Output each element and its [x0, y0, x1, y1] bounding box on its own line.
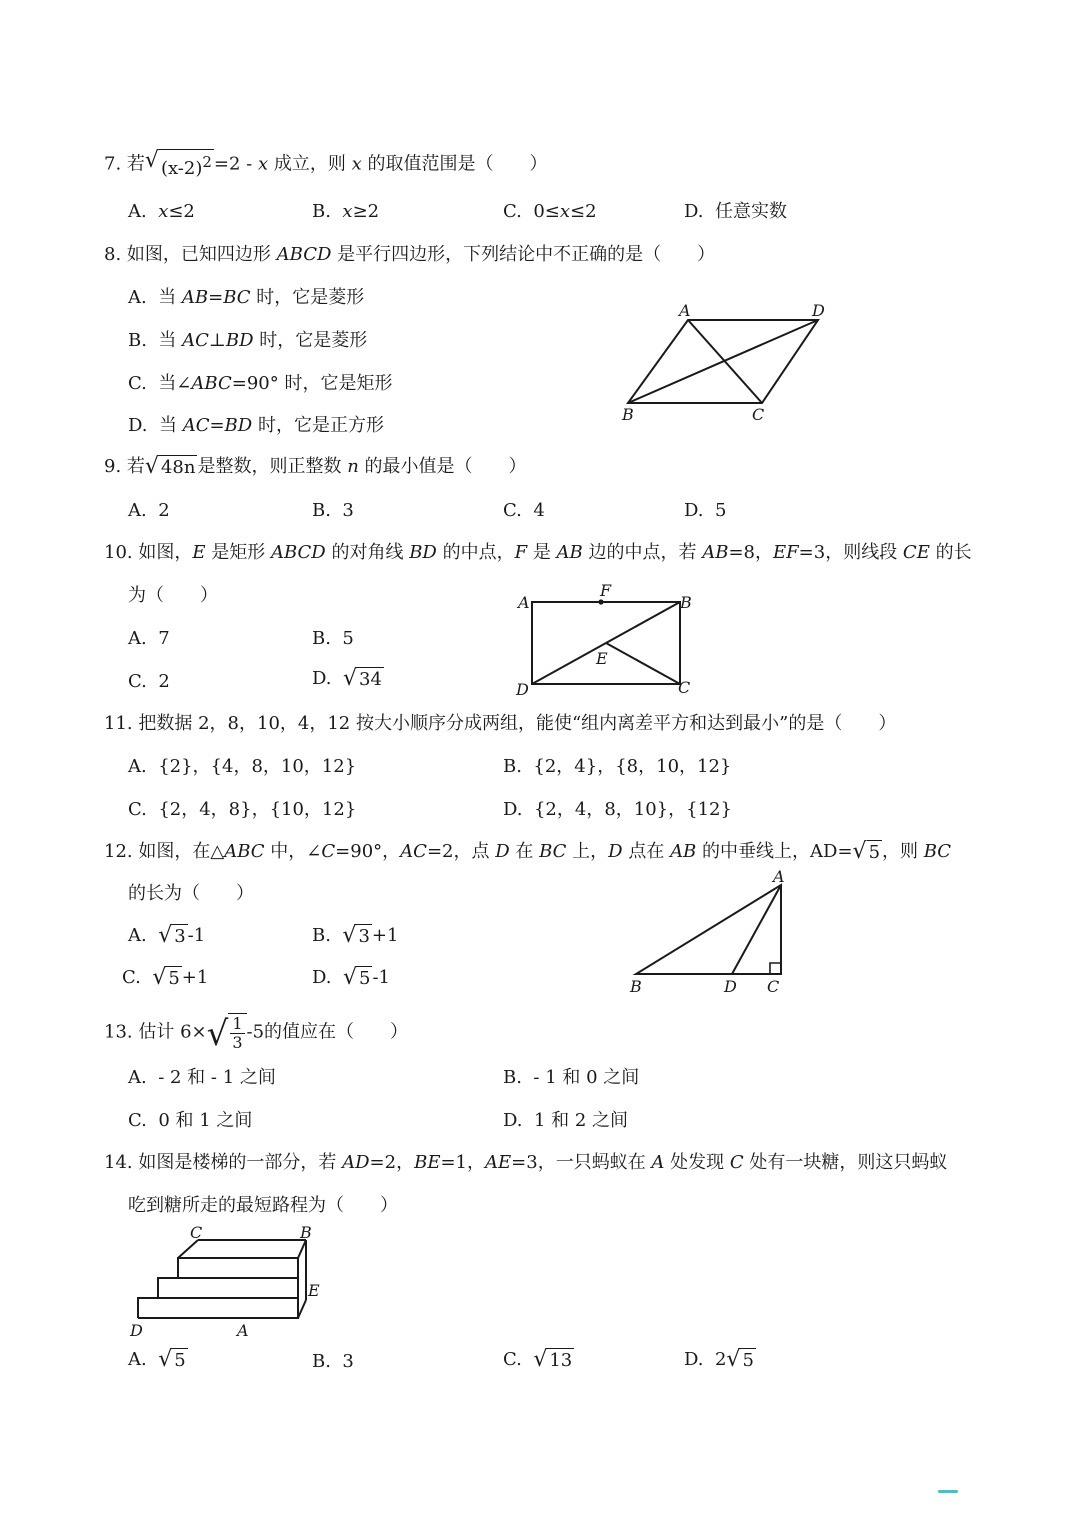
- q8-label-c: C: [752, 405, 765, 424]
- q13-fraction: $\frac{1}{3}$: [232, 1014, 243, 1052]
- q10-rectangle-figure: [510, 580, 710, 700]
- q12-label-a: A: [773, 867, 785, 886]
- q13-option-b[interactable]: B. - 1 和 0 之间: [503, 1067, 640, 1088]
- q10-stem-line2: 为（ ）: [128, 585, 218, 606]
- q14-stairs-figure: [120, 1222, 330, 1347]
- q14-stairs-top-right-edge: [298, 1240, 306, 1258]
- q11-option-d[interactable]: D. {2，4，8，10}，{12}: [503, 799, 732, 820]
- q12-option-d[interactable]: D. √ 5 -1: [312, 965, 390, 990]
- q14-stem-line2: 吃到糖所走的最短路程为（ ）: [128, 1195, 398, 1216]
- q10-stem: 10. 如图，E 是矩形 ABCD 的对角线 BD 的中点，F 是 AB 边的中点，若 AB=8，EF=3，则线段 CE 的长: [104, 542, 972, 563]
- q14-option-a[interactable]: A. √ 5: [128, 1347, 186, 1372]
- q10-label-f: F: [600, 581, 612, 600]
- q10-label-d: D: [516, 680, 529, 699]
- q8-option-b[interactable]: B. 当 AC⊥BD 时，它是菱形: [128, 330, 368, 351]
- q12-option-b[interactable]: B. √ 3 +1: [312, 923, 399, 948]
- q10-option-a[interactable]: A. 7: [128, 628, 170, 649]
- q14-option-c[interactable]: C. √ 13: [503, 1347, 573, 1372]
- q14-stem: 14. 如图是楼梯的一部分，若 AD=2，BE=1，AE=3，一只蚂蚁在 A 处发现 C 处有一块糖，则这只蚂蚁: [104, 1152, 948, 1173]
- q12-stem: 12. 如图，在△ABC 中，∠C=90°，AC=2，点 D 在 BC 上，D 点在 AB 的中垂线上，AD= √ 5 ，则 BC: [104, 839, 952, 864]
- q11-option-b[interactable]: B. {2，4}，{8，10，12}: [503, 756, 732, 777]
- q14-option-d[interactable]: D. 2 √ 5: [684, 1347, 754, 1372]
- q8-option-a[interactable]: A. 当 AB=BC 时，它是菱形: [128, 287, 365, 308]
- q14-label-d: D: [130, 1321, 143, 1340]
- q10-option-d[interactable]: D. √ 34: [312, 666, 382, 691]
- q12-number: 12.: [104, 841, 133, 862]
- q12-stem-line2: 的长为（ ）: [128, 883, 254, 904]
- q10-segment-ec: [606, 643, 680, 684]
- q10-option-c[interactable]: C. 2: [128, 671, 170, 692]
- q10-label-b: B: [680, 593, 692, 612]
- q9-option-c[interactable]: C. 4: [503, 500, 545, 521]
- q13-number: 13.: [104, 1021, 133, 1043]
- q10-midpoint-f: [598, 599, 603, 604]
- q12-label-b: B: [630, 977, 642, 996]
- q14-stairs-front: [138, 1258, 298, 1318]
- q14-label-c: C: [190, 1223, 203, 1242]
- q13-stem: 13. 估计 6× √ $\frac{1}{3}$ -5的值应在（ ）: [104, 1014, 409, 1054]
- q12-stem-sqrt: √ 5: [852, 839, 881, 864]
- q12-option-c[interactable]: C. √ 5 +1: [122, 965, 209, 990]
- q11-option-a[interactable]: A. {2}，{4，8，10，12}: [128, 756, 357, 777]
- q8-label-a: A: [679, 301, 691, 320]
- q14-label-b: B: [300, 1223, 312, 1242]
- q9-number: 9.: [104, 456, 122, 477]
- q14-number: 14.: [104, 1152, 133, 1173]
- q13-option-a[interactable]: A. - 2 和 - 1 之间: [128, 1067, 276, 1088]
- q10-option-d-sqrt: √ 34: [342, 666, 382, 691]
- q9-option-d[interactable]: D. 5: [684, 500, 727, 521]
- q12-label-c: C: [767, 977, 780, 996]
- q14-stairs-top-left-edge: [178, 1240, 198, 1258]
- q14-option-b[interactable]: B. 3: [312, 1351, 354, 1372]
- q12-option-a[interactable]: A. √ 3 -1: [128, 923, 206, 948]
- q10-option-b[interactable]: B. 5: [312, 628, 354, 649]
- q9-option-b[interactable]: B. 3: [312, 500, 354, 521]
- q8-number: 8.: [104, 244, 122, 265]
- q7-option-c[interactable]: C. 0≤x≤2: [503, 201, 597, 222]
- q9-option-a[interactable]: A. 2: [128, 500, 170, 521]
- q12-right-angle-mark: [770, 963, 781, 974]
- q8-stem: 8. 如图，已知四边形 ABCD 是平行四边形，下列结论中不正确的是（ ）: [104, 244, 716, 265]
- q8-label-d: D: [812, 301, 825, 320]
- q8-label-b: B: [622, 405, 634, 424]
- q13-option-c[interactable]: C. 0 和 1 之间: [128, 1110, 253, 1131]
- q7-option-b[interactable]: B. x≥2: [312, 201, 380, 222]
- q8-parallelogram-figure: [600, 290, 850, 430]
- q10-label-c: C: [678, 678, 691, 697]
- q9-sqrt: √ 48n: [144, 454, 196, 479]
- q7-option-d[interactable]: D. 任意实数: [684, 201, 787, 222]
- q13-option-d[interactable]: D. 1 和 2 之间: [503, 1110, 629, 1131]
- q7-number: 7.: [104, 153, 122, 175]
- q11-option-c[interactable]: C. {2，4，8}，{10，12}: [128, 799, 357, 820]
- q7-sqrt: √ $(x-2)^2$: [144, 148, 212, 179]
- q10-number: 10.: [104, 542, 133, 563]
- q12-triangle-figure: [620, 865, 800, 1000]
- q13-sqrt: √ $\frac{1}{3}$: [207, 1013, 247, 1052]
- q7-stem: 7. 若 √ $(x-2)^2$ =2 - x 成立，则 x 的取值范围是（ ）: [104, 148, 548, 179]
- q11-stem: 11. 把数据 2，8，10，4，12 按大小顺序分成两组，能使“组内离差平方和达到最小”的是（ ）: [104, 713, 897, 734]
- q8-option-d[interactable]: D. 当 AC=BD 时，它是正方形: [128, 415, 384, 436]
- q8-option-c[interactable]: C. 当∠ABC=90° 时，它是矩形: [128, 373, 393, 394]
- q14-label-e: E: [308, 1281, 320, 1300]
- q7-option-a[interactable]: A. x≤2: [128, 201, 195, 222]
- corner-dash-mark: [938, 1490, 958, 1493]
- q14-stairs-bottom-right-edge: [298, 1300, 306, 1318]
- q14-label-a: A: [237, 1321, 249, 1340]
- q12-label-d: D: [724, 977, 737, 996]
- q12-segment-ad: [732, 885, 781, 974]
- q10-label-e: E: [596, 649, 608, 668]
- q9-stem: 9. 若 √ 48n 是整数，则正整数 n 的最小值是（ ）: [104, 454, 527, 479]
- q12-triangle-outline: [636, 885, 781, 974]
- q10-label-a: A: [518, 593, 530, 612]
- q11-number: 11.: [104, 713, 133, 734]
